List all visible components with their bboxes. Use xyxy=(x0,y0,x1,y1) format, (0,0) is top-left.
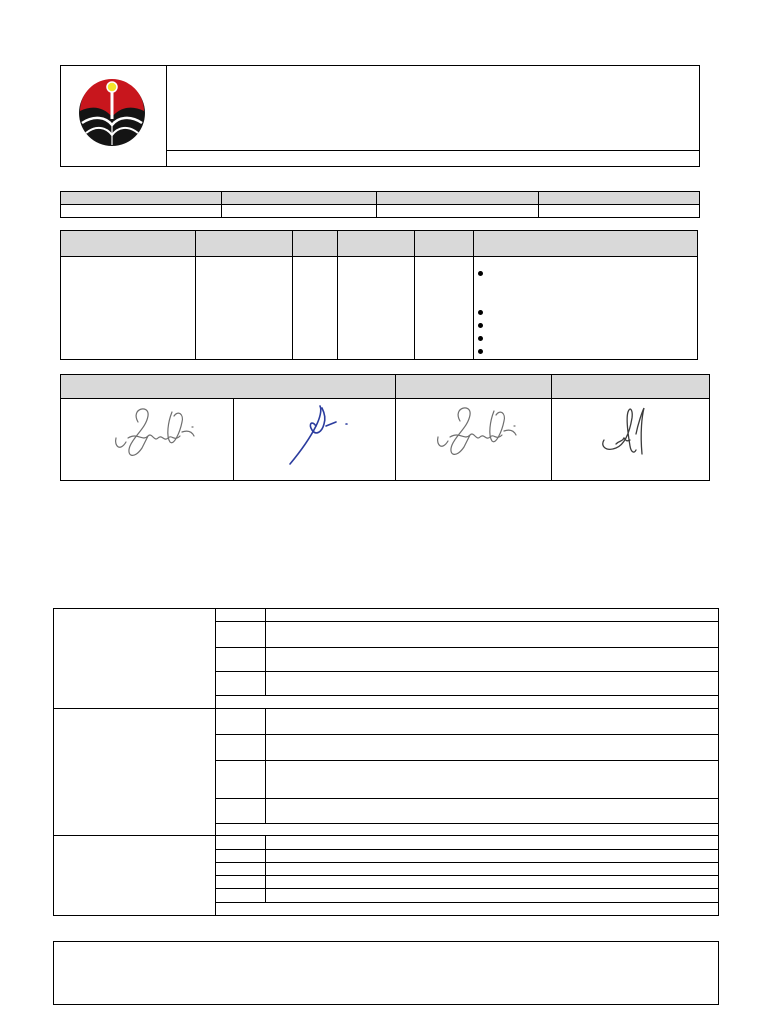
matrix-group-cell xyxy=(53,708,216,836)
course-table-header-cell xyxy=(195,230,293,257)
course-table-cell xyxy=(195,256,293,360)
info-table-header-cell xyxy=(538,191,700,205)
matrix-code-cell xyxy=(215,888,266,903)
matrix-code-cell xyxy=(215,608,266,622)
matrix-code-cell xyxy=(215,760,266,799)
matrix-code-cell xyxy=(215,798,266,824)
university-logo-icon xyxy=(78,79,146,147)
matrix-code-cell xyxy=(215,734,266,761)
course-table-header-cell xyxy=(414,230,474,257)
matrix-group-cell xyxy=(53,608,216,709)
course-table-header-cell xyxy=(337,230,415,257)
signature-table-header-cell xyxy=(60,374,396,399)
matrix-code-cell xyxy=(215,835,266,850)
info-table-header-cell xyxy=(376,191,539,205)
signature-image xyxy=(286,402,352,468)
matrix-code-cell xyxy=(215,647,266,672)
signature-image xyxy=(596,404,650,460)
matrix-code-cell xyxy=(215,849,266,863)
bullet-dot-icon xyxy=(478,310,483,315)
matrix-desc-cell xyxy=(265,671,719,696)
signature-table-header-cell xyxy=(395,374,552,399)
matrix-desc-cell xyxy=(265,608,719,622)
signature-image xyxy=(108,402,200,464)
course-table-cell xyxy=(337,256,415,360)
matrix-desc-cell xyxy=(265,849,719,863)
document-title-cell xyxy=(166,65,700,151)
matrix-desc-cell xyxy=(265,862,719,876)
matrix-code-cell xyxy=(215,621,266,648)
info-table-header-cell xyxy=(60,191,222,205)
matrix-code-cell xyxy=(215,671,266,696)
bullet-dot-icon xyxy=(478,349,483,354)
course-table-header-cell xyxy=(292,230,338,257)
bullet-dot-icon xyxy=(478,336,483,341)
matrix-desc-cell xyxy=(265,875,719,889)
matrix-desc-cell xyxy=(265,734,719,761)
matrix-span-cell xyxy=(215,902,719,916)
course-table-bullet-cell xyxy=(473,256,698,360)
matrix-code-cell xyxy=(215,708,266,735)
matrix-desc-cell xyxy=(265,708,719,735)
signature-image xyxy=(430,401,522,463)
matrix-desc-cell xyxy=(265,888,719,903)
info-table-cell xyxy=(60,204,222,218)
signature-table-header-cell xyxy=(551,374,710,399)
document-subtitle-cell xyxy=(166,150,700,167)
course-table-cell xyxy=(292,256,338,360)
course-table-header-cell xyxy=(60,230,196,257)
course-table-cell xyxy=(414,256,474,360)
bullet-dot-icon xyxy=(478,323,483,328)
info-table-cell xyxy=(221,204,377,218)
course-table-cell xyxy=(60,256,196,360)
matrix-desc-cell xyxy=(265,798,719,824)
info-table-cell xyxy=(538,204,700,218)
note-box xyxy=(53,941,719,1005)
matrix-desc-cell xyxy=(265,621,719,648)
matrix-group-cell xyxy=(53,835,216,916)
matrix-desc-cell xyxy=(265,835,719,850)
matrix-desc-cell xyxy=(265,760,719,799)
course-table-header-cell xyxy=(473,230,698,257)
matrix-span-cell xyxy=(215,695,719,709)
info-table-cell xyxy=(376,204,539,218)
matrix-desc-cell xyxy=(265,647,719,672)
matrix-code-cell xyxy=(215,875,266,889)
matrix-code-cell xyxy=(215,862,266,876)
bullet-dot-icon xyxy=(478,271,483,276)
info-table-header-cell xyxy=(221,191,377,205)
